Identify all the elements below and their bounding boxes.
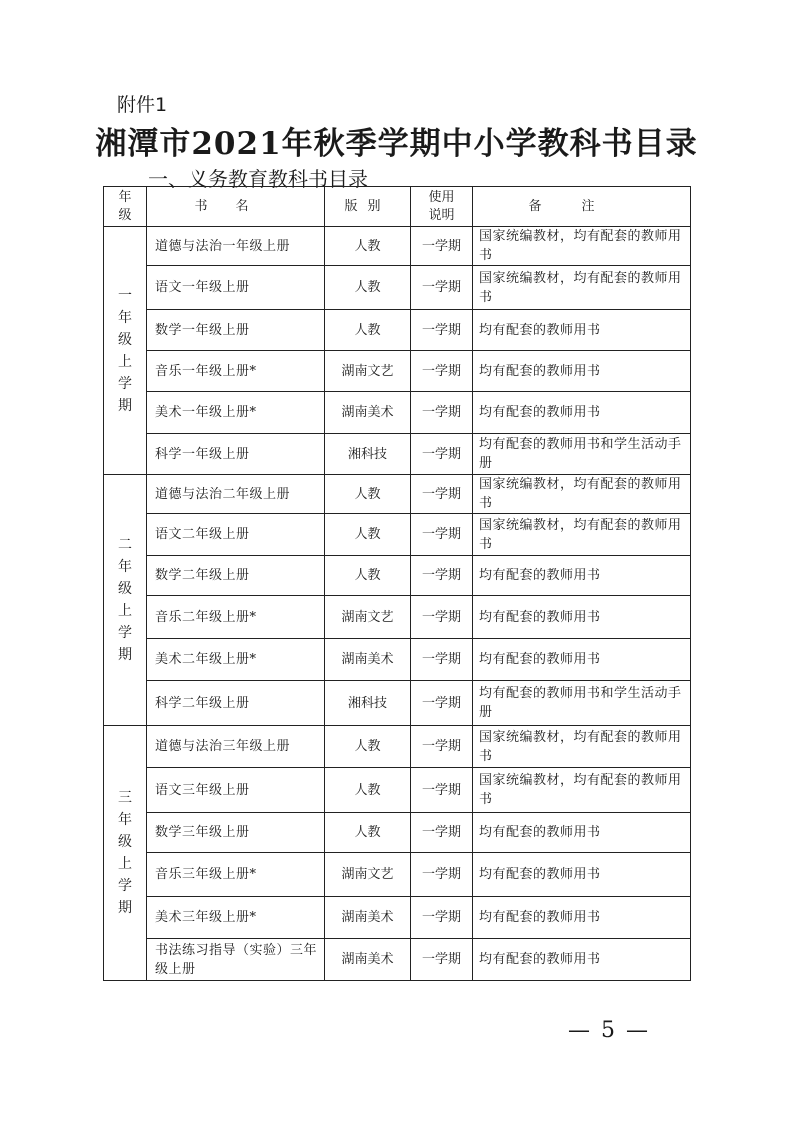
notes-cell: 均有配套的教师用书 — [473, 939, 691, 981]
grade-char: 级 — [118, 581, 132, 597]
notes-cell: 均有配套的教师用书 — [473, 639, 691, 681]
publisher-cell: 人教 — [325, 266, 411, 310]
notes-cell: 国家统编教材，均有配套的教师用书 — [473, 768, 691, 813]
publisher-cell: 人教 — [325, 556, 411, 596]
table-row — [104, 596, 691, 639]
publisher-cell: 人教 — [325, 726, 411, 768]
grade-char: 级 — [118, 834, 132, 850]
header-book-name: 书名 — [147, 187, 325, 227]
notes-cell: 均有配套的教师用书 — [473, 897, 691, 939]
attachment-label: 附件1 — [117, 94, 168, 116]
usage-cell: 一学期 — [411, 227, 473, 266]
notes-cell: 均有配套的教师用书和学生活动手册 — [473, 434, 691, 475]
grade-char: 三 — [118, 790, 132, 806]
book-name-cell: 道德与法治一年级上册 — [147, 227, 325, 266]
grade-char: 上 — [118, 603, 132, 619]
publisher-cell: 湖南美术 — [325, 392, 411, 434]
publisher-cell: 湖南文艺 — [325, 853, 411, 897]
book-name-cell: 道德与法治二年级上册 — [147, 475, 325, 514]
publisher-cell: 湖南美术 — [325, 897, 411, 939]
grade-char: 上 — [118, 856, 132, 872]
notes-cell: 均有配套的教师用书 — [473, 853, 691, 897]
book-name-cell: 美术二年级上册* — [147, 639, 325, 681]
notes-cell: 均有配套的教师用书和学生活动手册 — [473, 681, 691, 726]
notes-cell: 均有配套的教师用书 — [473, 351, 691, 392]
book-name-cell: 音乐二年级上册* — [147, 596, 325, 639]
table-row — [104, 351, 691, 392]
grade-char: 二 — [118, 537, 132, 553]
usage-cell: 一学期 — [411, 266, 473, 310]
publisher-cell: 人教 — [325, 310, 411, 351]
table-header-row — [104, 187, 691, 227]
grade-char: 学 — [118, 375, 132, 392]
grade-char: 年 — [118, 559, 132, 575]
table-row — [104, 813, 691, 853]
publisher-cell: 湘科技 — [325, 681, 411, 726]
table-row — [104, 556, 691, 596]
publisher-cell: 人教 — [325, 514, 411, 556]
book-name-cell: 音乐三年级上册* — [147, 853, 325, 897]
notes-cell: 国家统编教材，均有配套的教师用书 — [473, 227, 691, 266]
notes-cell: 国家统编教材，均有配套的教师用书 — [473, 475, 691, 514]
usage-cell: 一学期 — [411, 768, 473, 813]
usage-cell: 一学期 — [411, 596, 473, 639]
table-row — [104, 681, 691, 726]
book-name-cell: 语文二年级上册 — [147, 514, 325, 556]
usage-cell: 一学期 — [411, 514, 473, 556]
notes-cell: 均有配套的教师用书 — [473, 556, 691, 596]
usage-cell: 一学期 — [411, 853, 473, 897]
book-name-cell: 美术三年级上册* — [147, 897, 325, 939]
page-number: — 5 — — [568, 1018, 650, 1043]
grade-cell — [104, 726, 147, 981]
grade-cell — [104, 227, 147, 475]
publisher-cell: 人教 — [325, 768, 411, 813]
book-name-cell: 数学一年级上册 — [147, 310, 325, 351]
publisher-cell: 湘科技 — [325, 434, 411, 475]
header-notes: 备注 — [473, 187, 691, 227]
notes-cell: 均有配套的教师用书 — [473, 310, 691, 351]
usage-cell: 一学期 — [411, 726, 473, 768]
publisher-cell: 湖南文艺 — [325, 596, 411, 639]
notes-cell: 国家统编教材，均有配套的教师用书 — [473, 514, 691, 556]
usage-cell: 一学期 — [411, 681, 473, 726]
usage-cell: 一学期 — [411, 351, 473, 392]
grade-char: 学 — [118, 625, 132, 641]
book-name-cell: 美术一年级上册* — [147, 392, 325, 434]
book-name-cell: 数学二年级上册 — [147, 556, 325, 596]
table-row — [104, 897, 691, 939]
table-body — [104, 227, 691, 981]
notes-cell: 均有配套的教师用书 — [473, 813, 691, 853]
book-name-cell: 语文三年级上册 — [147, 768, 325, 813]
header-publisher: 版别 — [325, 187, 411, 227]
usage-cell: 一学期 — [411, 475, 473, 514]
usage-cell: 一学期 — [411, 639, 473, 681]
publisher-cell: 人教 — [325, 475, 411, 514]
table-row — [104, 392, 691, 434]
publisher-cell: 人教 — [325, 227, 411, 266]
table-row — [104, 475, 691, 514]
book-name-cell: 书法练习指导（实验）三年级上册 — [147, 939, 325, 981]
grade-char: 期 — [118, 397, 132, 414]
grade-char: 期 — [118, 647, 132, 663]
usage-cell: 一学期 — [411, 813, 473, 853]
grade-cell — [104, 475, 147, 726]
header-grade: 年 级 — [104, 187, 147, 227]
page-title: 湘潭市2021年秋季学期中小学教科书目录 — [95, 126, 698, 162]
notes-cell: 均有配套的教师用书 — [473, 596, 691, 639]
notes-cell: 均有配套的教师用书 — [473, 392, 691, 434]
grade-char: 一 — [118, 287, 132, 304]
table-row — [104, 853, 691, 897]
table-row — [104, 514, 691, 556]
usage-cell: 一学期 — [411, 556, 473, 596]
usage-cell: 一学期 — [411, 310, 473, 351]
usage-cell: 一学期 — [411, 434, 473, 475]
grade-char: 年 — [118, 309, 132, 326]
usage-cell: 一学期 — [411, 897, 473, 939]
publisher-cell: 湖南文艺 — [325, 351, 411, 392]
textbook-table — [103, 186, 691, 981]
section-heading: 一、义务教育教科书目录 — [148, 167, 368, 191]
publisher-cell: 湖南美术 — [325, 939, 411, 981]
book-name-cell: 音乐一年级上册* — [147, 351, 325, 392]
grade-char: 学 — [118, 878, 132, 894]
publisher-cell: 湖南美术 — [325, 639, 411, 681]
book-name-cell: 数学三年级上册 — [147, 813, 325, 853]
grade-char: 期 — [118, 900, 132, 916]
notes-cell: 国家统编教材，均有配套的教师用书 — [473, 726, 691, 768]
table-row — [104, 310, 691, 351]
usage-cell: 一学期 — [411, 939, 473, 981]
usage-cell: 一学期 — [411, 392, 473, 434]
table-row — [104, 639, 691, 681]
header-usage: 使用 说明 — [411, 187, 473, 227]
table-row — [104, 939, 691, 981]
table-row — [104, 266, 691, 310]
table-row — [104, 227, 691, 266]
notes-cell: 国家统编教材，均有配套的教师用书 — [473, 266, 691, 310]
table-row — [104, 768, 691, 813]
grade-char: 上 — [118, 353, 132, 370]
grade-char: 级 — [118, 331, 132, 348]
book-name-cell: 道德与法治三年级上册 — [147, 726, 325, 768]
publisher-cell: 人教 — [325, 813, 411, 853]
table-row — [104, 434, 691, 475]
grade-char: 年 — [118, 812, 132, 828]
book-name-cell: 语文一年级上册 — [147, 266, 325, 310]
book-name-cell: 科学一年级上册 — [147, 434, 325, 475]
book-name-cell: 科学二年级上册 — [147, 681, 325, 726]
table-row — [104, 726, 691, 768]
